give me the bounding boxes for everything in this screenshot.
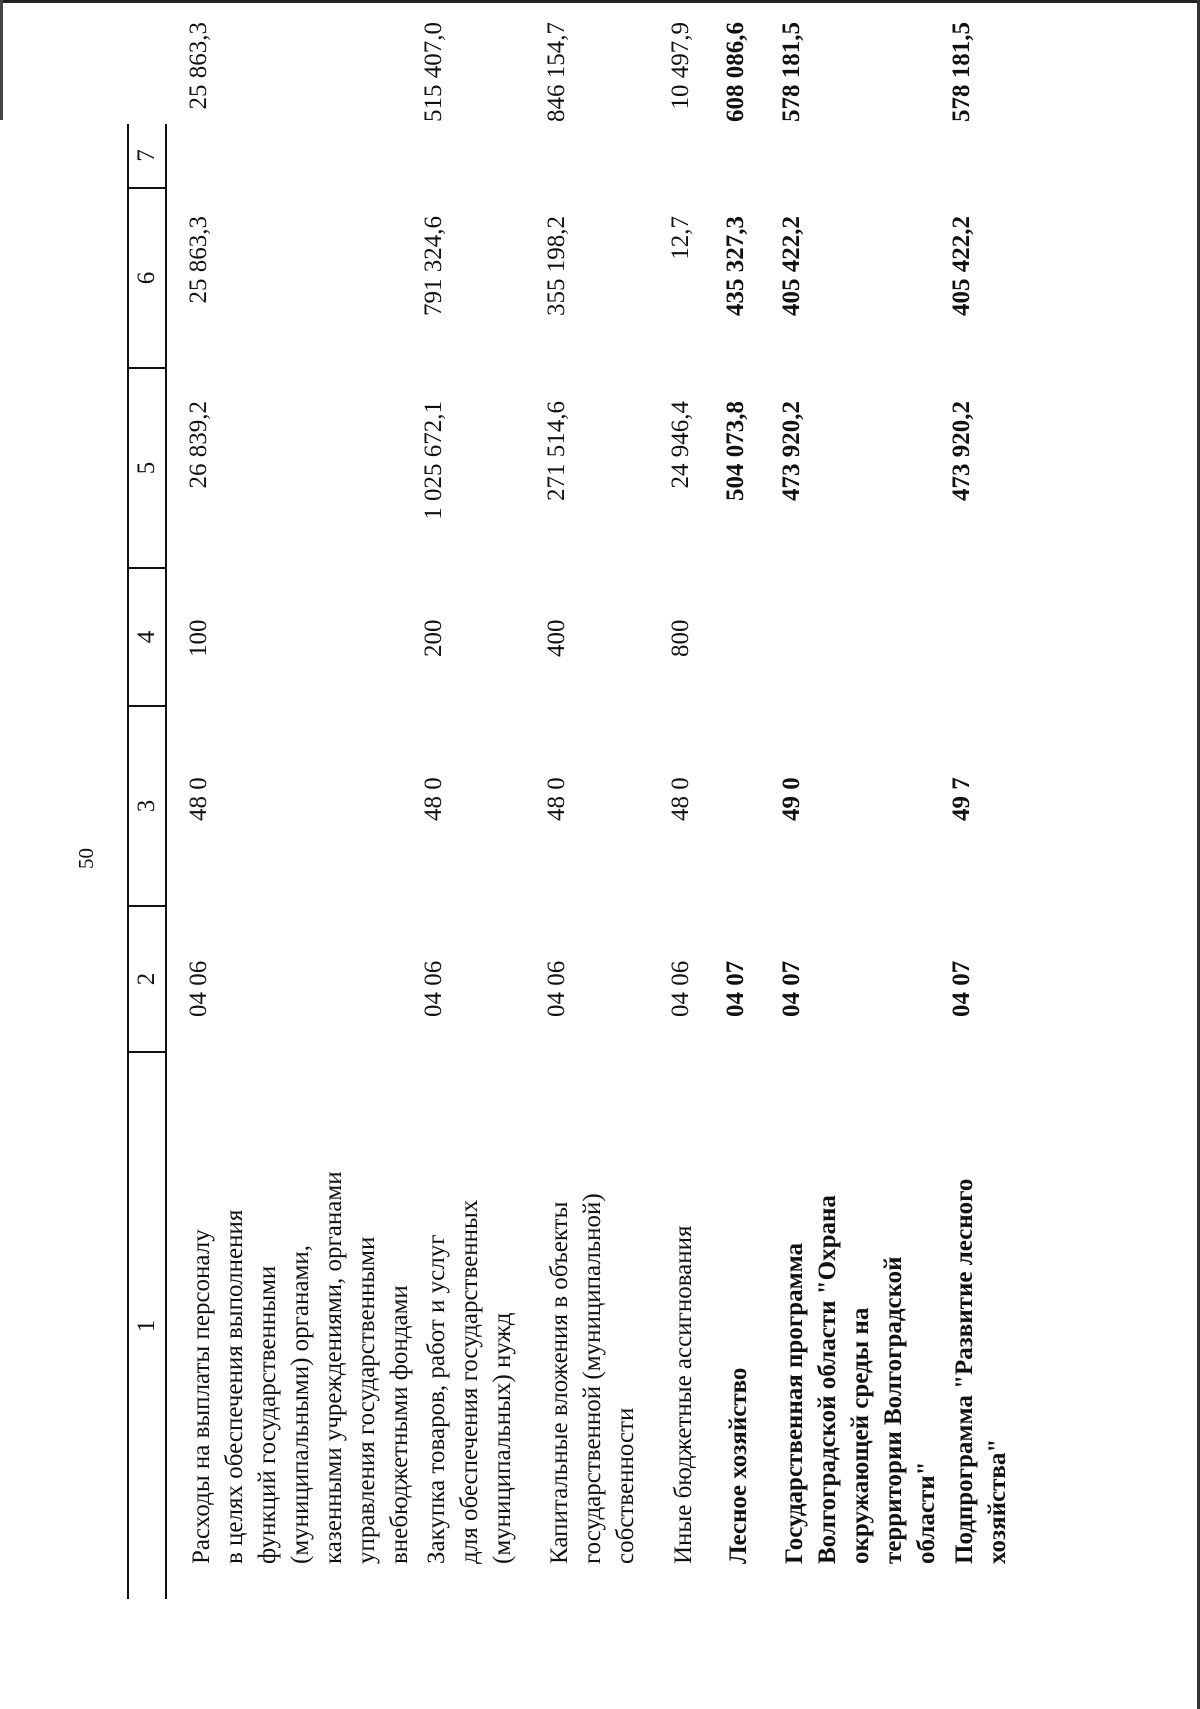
- cell-amount-col5: 473 920,2: [778, 401, 805, 501]
- row-label-line: внебюджетными фондами: [386, 1285, 413, 1564]
- row-label-line: (муниципальными) органами,: [287, 1245, 314, 1564]
- cell-amount-col7: 25 863,3: [185, 22, 212, 110]
- cell-target-article: 48 0: [185, 777, 212, 821]
- cell-amount-col5: 1 025 672,1: [420, 401, 447, 520]
- cell-amount-col6: 405 422,2: [778, 216, 805, 316]
- row-label-line: окружающей среды на: [847, 1307, 874, 1564]
- row-label-line: хозяйства": [984, 1438, 1011, 1564]
- row-label-line: казенными учреждениями, органами: [320, 1171, 347, 1564]
- cell-amount-col7: 578 181,5: [948, 22, 975, 122]
- row-label-line: (муниципальных) нужд: [489, 1312, 516, 1564]
- cell-amount-col7: 10 497,9: [667, 22, 694, 110]
- cell-amount-col5: 271 514,6: [543, 401, 570, 501]
- row-label-line: собственности: [612, 1407, 639, 1564]
- cell-target-article: 49 7: [948, 777, 975, 821]
- cell-expense-type: 800: [667, 619, 694, 657]
- table-row-label: [543, 1054, 642, 1564]
- table-row-label: [778, 1054, 943, 1564]
- cell-target-article: 48 0: [420, 777, 447, 821]
- cell-amount-col5: 504 073,8: [722, 401, 749, 501]
- cell-amount-col5: 26 839,2: [185, 401, 212, 489]
- cell-section-code: 04 07: [722, 960, 749, 1017]
- cell-amount-col6: 405 422,2: [948, 216, 975, 316]
- page-number: 50: [74, 848, 98, 869]
- cell-amount-col6: 355 198,2: [543, 216, 570, 316]
- column-header-5: 5: [133, 461, 160, 475]
- table-row-label: [722, 1054, 755, 1564]
- cell-amount-col6: 12,7: [667, 216, 694, 260]
- cell-amount-col7: 578 181,5: [778, 22, 805, 122]
- row-label-line: Иные бюджетные ассигнования: [670, 1225, 697, 1564]
- row-label-line: территории Волгоградской: [880, 1256, 907, 1564]
- column-header-4: 4: [133, 630, 160, 644]
- table-row-label: [667, 1054, 700, 1564]
- column-header-7: 7: [133, 149, 160, 162]
- row-label-line: функций государственными: [254, 1265, 281, 1564]
- cell-amount-col7: 515 407,0: [420, 22, 447, 122]
- cell-section-code: 04 07: [778, 960, 805, 1017]
- row-label-line: Капитальные вложения в объекты: [546, 1201, 573, 1564]
- row-label-line: управления государственными: [353, 1236, 380, 1564]
- cell-amount-col6: 25 863,3: [185, 216, 212, 304]
- table-header-top-rule: [127, 124, 129, 1599]
- cell-expense-type: 200: [420, 619, 447, 657]
- row-label-line: Государственная программа: [781, 1243, 808, 1564]
- cell-target-article: 48 0: [667, 777, 694, 821]
- row-label-line: Волгоградской области "Охрана: [814, 1195, 841, 1564]
- cell-amount-col7: 608 086,6: [722, 22, 749, 122]
- row-label-line: Закупка товаров, работ и услуг: [423, 1234, 450, 1564]
- row-label-line: Подпрограмма "Развитие лесного: [951, 1178, 978, 1564]
- cell-section-code: 04 06: [667, 960, 694, 1017]
- row-label-line: государственной (муниципальной): [579, 1193, 606, 1564]
- column-header-3: 3: [133, 799, 160, 813]
- cell-expense-type: 100: [185, 619, 212, 657]
- cell-amount-col5: 24 946,4: [667, 401, 694, 489]
- column-header-1: 1: [133, 1319, 160, 1333]
- cell-section-code: 04 06: [185, 960, 212, 1017]
- row-label-line: области": [913, 1461, 940, 1564]
- row-label-line: в целях обеспечения выполнения: [221, 1209, 248, 1564]
- cell-amount-col6: 791 324,6: [420, 216, 447, 316]
- cell-section-code: 04 06: [420, 960, 447, 1017]
- cell-amount-col7: 846 154,7: [543, 22, 570, 122]
- table-row-label: [420, 1054, 519, 1564]
- row-label-line: Лесное хозяйство: [725, 1367, 752, 1564]
- cell-section-code: 04 06: [543, 960, 570, 1017]
- row-label-line: Расходы на выплаты персоналу: [188, 1229, 215, 1564]
- cell-section-code: 04 07: [948, 960, 975, 1017]
- table-row-label: [185, 1054, 416, 1564]
- column-header-6: 6: [133, 271, 160, 285]
- table-header-bottom-rule: [165, 124, 167, 1599]
- column-header-2: 2: [133, 972, 160, 986]
- row-label-line: для обеспечения государственных: [456, 1199, 483, 1564]
- cell-expense-type: 400: [543, 619, 570, 657]
- cell-target-article: 48 0: [543, 777, 570, 821]
- cell-amount-col5: 473 920,2: [948, 401, 975, 501]
- cell-amount-col6: 435 327,3: [722, 216, 749, 316]
- table-row-label: [948, 1054, 1014, 1564]
- cell-target-article: 49 0: [778, 777, 805, 821]
